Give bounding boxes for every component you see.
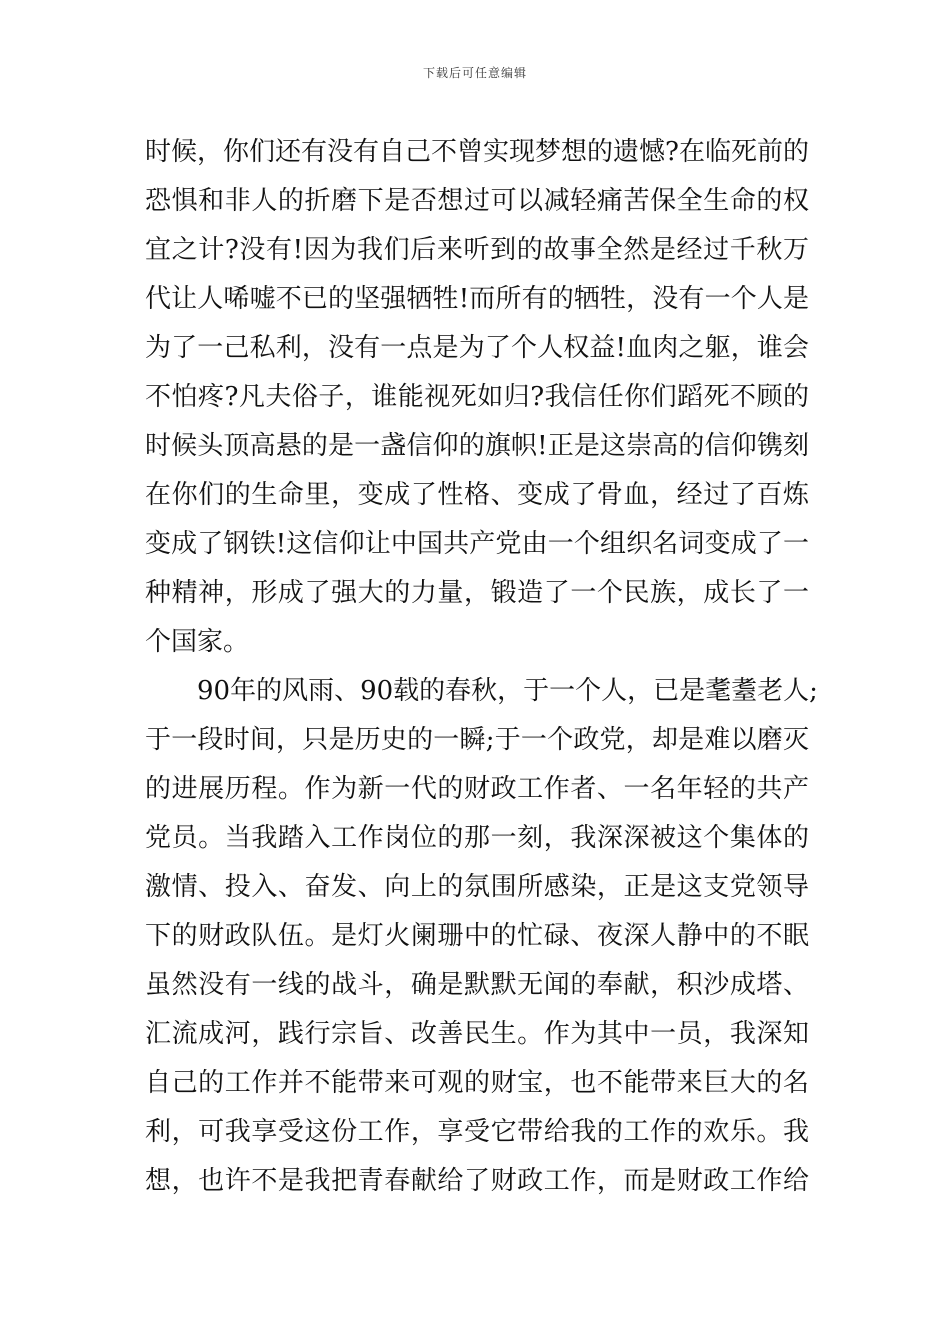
text-line: 汇流成河，践行宗旨、改善民生。作为其中一员，我深知 (145, 1019, 809, 1049)
text-line: 时候头顶高悬的是一盏信仰的旗帜!正是这崇高的信仰镌刻 (145, 431, 809, 461)
paragraph-end-line: 个国家。 (145, 627, 250, 657)
paragraph-first-line: 90年的风雨、90载的春秋，于一个人，已是耄耋老人; (197, 676, 818, 706)
page-header: 下载后可任意编辑 (422, 66, 527, 80)
text-line: 宜之计?没有!因为我们后来听到的故事全然是经过千秋万 (145, 235, 809, 265)
text-line: 下的财政队伍。是灯火阑珊中的忙碌、夜深人静中的不眠 (145, 921, 809, 951)
text-line: 激情、投入、奋发、向上的氛围所感染，正是这支党领导 (145, 872, 809, 902)
text-line: 党员。当我踏入工作岗位的那一刻，我深深被这个集体的 (145, 823, 809, 853)
text-line: 想，也许不是我把青春献给了财政工作，而是财政工作给 (145, 1166, 809, 1196)
text-line: 代让人唏嘘不已的坚强牺牲!而所有的牺牲，没有一个人是 (145, 284, 809, 314)
text-line: 的进展历程。作为新一代的财政工作者、一名年轻的共产 (145, 774, 809, 804)
document-body (145, 128, 818, 1206)
text-line: 虽然没有一线的战斗，确是默默无闻的奉献，积沙成塔、 (145, 970, 809, 1000)
text-line: 为了一己私利，没有一点是为了个人权益!血肉之躯，谁会 (145, 333, 809, 363)
text-line: 恐惧和非人的折磨下是否想过可以减轻痛苦保全生命的权 (145, 186, 809, 216)
text-line: 不怕疼?凡夫俗子，谁能视死如归?我信任你们蹈死不顾的 (145, 382, 809, 412)
text-line: 种精神，形成了强大的力量，锻造了一个民族，成长了一 (145, 578, 809, 608)
text-line: 利，可我享受这份工作，享受它带给我的工作的欢乐。我 (145, 1117, 809, 1147)
text-line: 于一段时间，只是历史的一瞬;于一个政党，却是难以磨灭 (145, 725, 809, 755)
text-line: 时候，你们还有没有自己不曾实现梦想的遗憾?在临死前的 (145, 137, 809, 167)
text-line: 变成了钢铁!这信仰让中国共产党由一个组织名词变成了一 (145, 529, 809, 559)
text-line: 自己的工作并不能带来可观的财宝，也不能带来巨大的名 (145, 1068, 809, 1098)
text-line: 在你们的生命里，变成了性格、变成了骨血，经过了百炼 (145, 480, 809, 510)
